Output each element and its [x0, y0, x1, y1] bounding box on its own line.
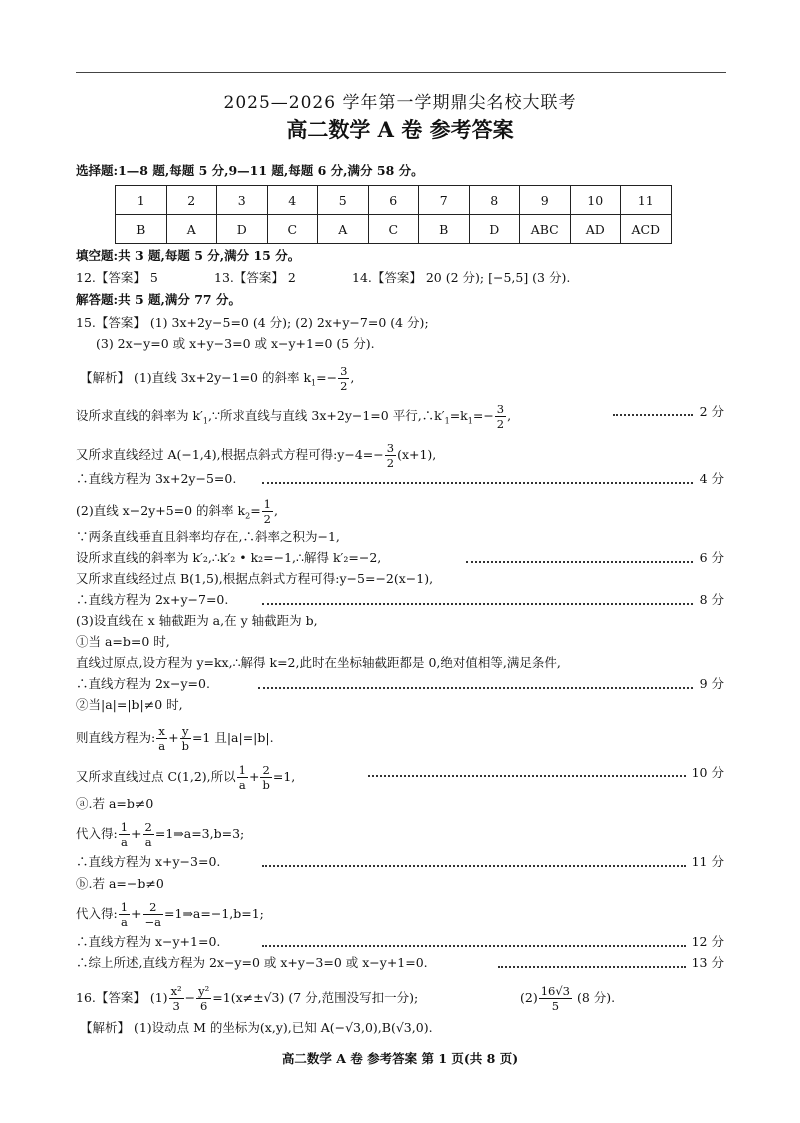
text: =1⇒a=3,b=3; — [154, 826, 245, 841]
answer-14: 14.【答案】 20 (2 分); [−5,5] (3 分). — [352, 270, 571, 285]
numerator: 3 — [386, 441, 395, 455]
text: =k — [449, 408, 468, 423]
denominator: a — [120, 915, 128, 929]
dot-leader — [498, 966, 686, 968]
table-row-numbers — [116, 186, 672, 215]
solution-line: ∴直线方程为 x−y+1=0. — [76, 934, 221, 949]
solution-line: 代入得: $\frac{1}{a}$ + $\frac{2}{a}$ =1⇒a=3,b=3; — [76, 820, 245, 849]
text: 【解析】 (1)直线 3x+2y−1=0 的斜率 k — [80, 370, 312, 385]
table-cell: ABC — [520, 215, 571, 244]
denominator: 6 — [200, 999, 208, 1013]
text: 又所求直线经过 A(−1,4),根据点斜式方程可得:y−4=− — [76, 447, 384, 462]
text: =− — [472, 408, 494, 423]
fraction — [143, 900, 164, 929]
page-footer: 高二数学 A 卷 参考答案 第 1 页(共 8 页) — [281, 1051, 519, 1066]
denominator: 3 — [172, 999, 180, 1013]
fraction — [143, 820, 154, 849]
top-rule — [76, 72, 726, 73]
solution-line: 设所求直线的斜率为 k′₂,∴k′₂ • k₂=−1,∴解得 k′₂=−2, — [76, 550, 382, 565]
fraction — [119, 900, 130, 929]
table-cell: AD — [570, 215, 621, 244]
score-12: 12 分 — [691, 934, 724, 949]
text: =1(x≠±√3) (7 分,范围没写扣一分); — [212, 990, 419, 1005]
solution-16-intro: 【解析】 (1)设动点 M 的坐标为(x,y),已知 A(−√3,0),B(√3,0). — [80, 1020, 433, 1035]
fraction — [119, 820, 130, 849]
solution-line: ∵两条直线垂直且斜率均存在,∴斜率之积为−1, — [76, 529, 340, 544]
denominator: 2 — [340, 379, 348, 393]
denominator: b — [262, 778, 270, 792]
denominator: a — [120, 835, 128, 849]
table-cell: 11 — [621, 186, 672, 215]
fraction — [338, 364, 349, 393]
table-cell: B — [116, 215, 167, 244]
numerator: 1 — [263, 497, 271, 511]
fraction — [260, 763, 271, 792]
dot-leader — [262, 482, 693, 484]
denominator: −a — [144, 915, 162, 929]
table-row-answers — [116, 215, 672, 244]
numerator: 16√3 — [540, 984, 570, 998]
solution-line: ∴综上所述,直线方程为 2x−y=0 或 x+y−3=0 或 x−y+1=0. — [76, 955, 428, 970]
answer-13: 13.【答案】 2 — [214, 270, 296, 285]
numerator: 1 — [238, 763, 246, 777]
denominator: 5 — [551, 999, 560, 1013]
table-cell: C — [267, 215, 318, 244]
table-cell: 1 — [116, 186, 167, 215]
table-cell: A — [166, 215, 217, 244]
dot-leader — [262, 603, 693, 605]
numerator: y² — [198, 984, 210, 998]
numerator: 3 — [340, 364, 348, 378]
dot-leader — [258, 687, 693, 689]
table-cell: B — [419, 215, 470, 244]
table-cell: 8 — [469, 186, 520, 215]
score-11: 11 分 — [691, 854, 724, 869]
fraction — [385, 441, 396, 470]
solution-line: (3)设直线在 x 轴截距为 a,在 y 轴截距为 b, — [76, 613, 318, 628]
denominator: a — [144, 835, 152, 849]
fraction — [495, 402, 506, 431]
text: 又所求直线过点 C(1,2),所以 — [76, 769, 236, 784]
solution-line: 设所求直线的斜率为 $k'_1,\because$所求直线与直线 3x+2y−1=0 平行$,\therefore k'_1=k_1=-$ $\frac{3}{2}$ , — [76, 402, 512, 431]
table-cell: D — [469, 215, 520, 244]
score-2: 2 分 — [699, 404, 724, 419]
text: ,∵所求直线与直线 3x+2y−1=0 平行,∴k′ — [207, 408, 445, 423]
table-cell: 4 — [267, 186, 318, 215]
answer-16-part2 — [520, 984, 615, 1013]
answer-12: 12.【答案】 5 — [76, 270, 158, 285]
table-cell: 3 — [217, 186, 268, 215]
numerator: 1 — [120, 820, 129, 834]
denominator: a — [238, 778, 246, 792]
text: (8 分). — [576, 990, 616, 1005]
solution-line: ⓐ.若 a=b≠0 — [76, 796, 154, 811]
score-13: 13 分 — [691, 955, 724, 970]
denominator: 2 — [263, 512, 271, 526]
text: =1 且|a|=|b|. — [191, 730, 274, 745]
solution-line: 直线过原点,设方程为 y=kx,∴解得 k=2,此时在坐标轴截距都是 0,绝对值相等,满足条件, — [76, 655, 561, 670]
text: 代入得: — [76, 826, 118, 841]
text: (2) — [520, 990, 538, 1005]
fraction — [169, 984, 184, 1013]
text: 设所求直线的斜率为 k′ — [76, 408, 203, 423]
denominator: 2 — [496, 417, 505, 431]
solution-line — [76, 441, 436, 470]
dot-leader — [466, 561, 693, 563]
dot-leader — [262, 865, 686, 867]
text: 16.【答案】 (1) — [76, 990, 168, 1005]
numerator: 3 — [496, 402, 505, 416]
text: = — [250, 503, 261, 518]
numerator: 2 — [260, 763, 271, 778]
numerator: y — [180, 724, 191, 739]
solution-line: 又所求直线经过点 B(1,5),根据点斜式方程可得:y−5=−2(x−1), — [76, 571, 434, 586]
denominator: b — [181, 739, 189, 753]
score-9: 9 分 — [699, 676, 724, 691]
fraction — [156, 724, 167, 753]
solution-line: 代入得: $\frac{1}{a}$ + $\frac{2}{-a}$ =1⇒a=−1,b=1; — [76, 900, 264, 929]
answer-key-title: 高二数学 A 卷 参考答案 — [286, 117, 514, 142]
text: =− — [316, 370, 338, 385]
solution-line: 则直线方程为: $\frac{x}{a}$ + $\frac{y}{b}$ =1 且|a|=|b|. — [76, 724, 274, 753]
exam-title: 2025—2026 学年第一学期鼎尖名校大联考 — [223, 93, 577, 113]
fill-intro: 填空题:共 3 题,每题 5 分,满分 15 分。 — [76, 248, 301, 263]
table-cell: 2 — [166, 186, 217, 215]
score-6: 6 分 — [699, 550, 724, 565]
fraction — [196, 984, 211, 1013]
table-cell: 5 — [318, 186, 369, 215]
numerator: 2 — [143, 900, 164, 915]
text: (2)直线 x−2y+5=0 的斜率 k — [76, 503, 246, 518]
fraction — [262, 497, 273, 526]
table-cell: 6 — [368, 186, 419, 215]
dot-leader — [262, 945, 686, 947]
solution-line: ∴直线方程为 2x+y−7=0. — [76, 592, 229, 607]
numerator: x² — [170, 984, 182, 998]
numerator: x — [156, 724, 167, 739]
choice-intro: 选择题:1—8 题,每题 5 分,9—11 题,每题 6 分,满分 58 分。 — [76, 163, 424, 178]
numerator: 1 — [120, 900, 129, 914]
solution-line: ②当|a|=|b|≠0 时, — [76, 697, 183, 712]
solution-line: (2)直线 x−2y+5=0 的斜率 $k_2=$ $\frac{1}{2}$ , — [76, 497, 278, 526]
text: 代入得: — [76, 906, 118, 921]
score-4: 4 分 — [699, 471, 724, 486]
table-cell: 7 — [419, 186, 470, 215]
score-8: 8 分 — [699, 592, 724, 607]
solution-line: ⓑ.若 a=−b≠0 — [76, 876, 164, 891]
solution-line: ①当 a=b=0 时, — [76, 634, 170, 649]
fraction — [237, 763, 248, 792]
table-cell: 9 — [520, 186, 571, 215]
solution-line: ∴直线方程为 x+y−3=0. — [76, 854, 221, 869]
score-10: 10 分 — [691, 765, 724, 780]
text: =1, — [272, 769, 296, 784]
denominator: 2 — [386, 456, 395, 470]
table-cell: A — [318, 215, 369, 244]
text: (x+1), — [397, 447, 437, 462]
answer-15-line1: 15.【答案】 (1) 3x+2y−5=0 (4 分); (2) 2x+y−7=0 (4 分); — [76, 315, 429, 330]
solution-line: ∴直线方程为 2x−y=0. — [76, 676, 210, 691]
fraction — [180, 724, 191, 753]
solve-intro: 解答题:共 5 题,满分 77 分。 — [76, 292, 241, 307]
solution-line: ∴直线方程为 3x+2y−5=0. — [76, 471, 237, 486]
dot-leader — [613, 414, 693, 416]
choice-answer-table — [115, 185, 672, 244]
table-cell: C — [368, 215, 419, 244]
table-cell: 10 — [570, 186, 621, 215]
text: =1⇒a=−1,b=1; — [164, 906, 264, 921]
table-cell: D — [217, 215, 268, 244]
solution-line: 又所求直线过点 C(1,2),所以 $\frac{1}{a}$ + $\frac{2}{b}$ =1, — [76, 763, 296, 792]
numerator: 2 — [144, 820, 152, 834]
text: 则直线方程为: — [76, 730, 156, 745]
solution-line: 【解析】 (1)直线 3x+2y−1=0 的斜率 $k_1=-$ $\frac{3}{2}$ , — [80, 364, 355, 393]
denominator: a — [158, 739, 166, 753]
fraction — [539, 984, 572, 1013]
dot-leader — [368, 775, 686, 777]
answer-15-line2: (3) 2x−y=0 或 x+y−3=0 或 x−y+1=0 (5 分). — [96, 336, 375, 351]
table-cell: ACD — [621, 215, 672, 244]
answer-16: 16.【答案】 (1) $\frac{\text{x²}}{3}$ − $\frac{\text{y²}}{6}$ =1(x≠±√3) (7 分,范围没写扣一分); — [76, 984, 419, 1013]
